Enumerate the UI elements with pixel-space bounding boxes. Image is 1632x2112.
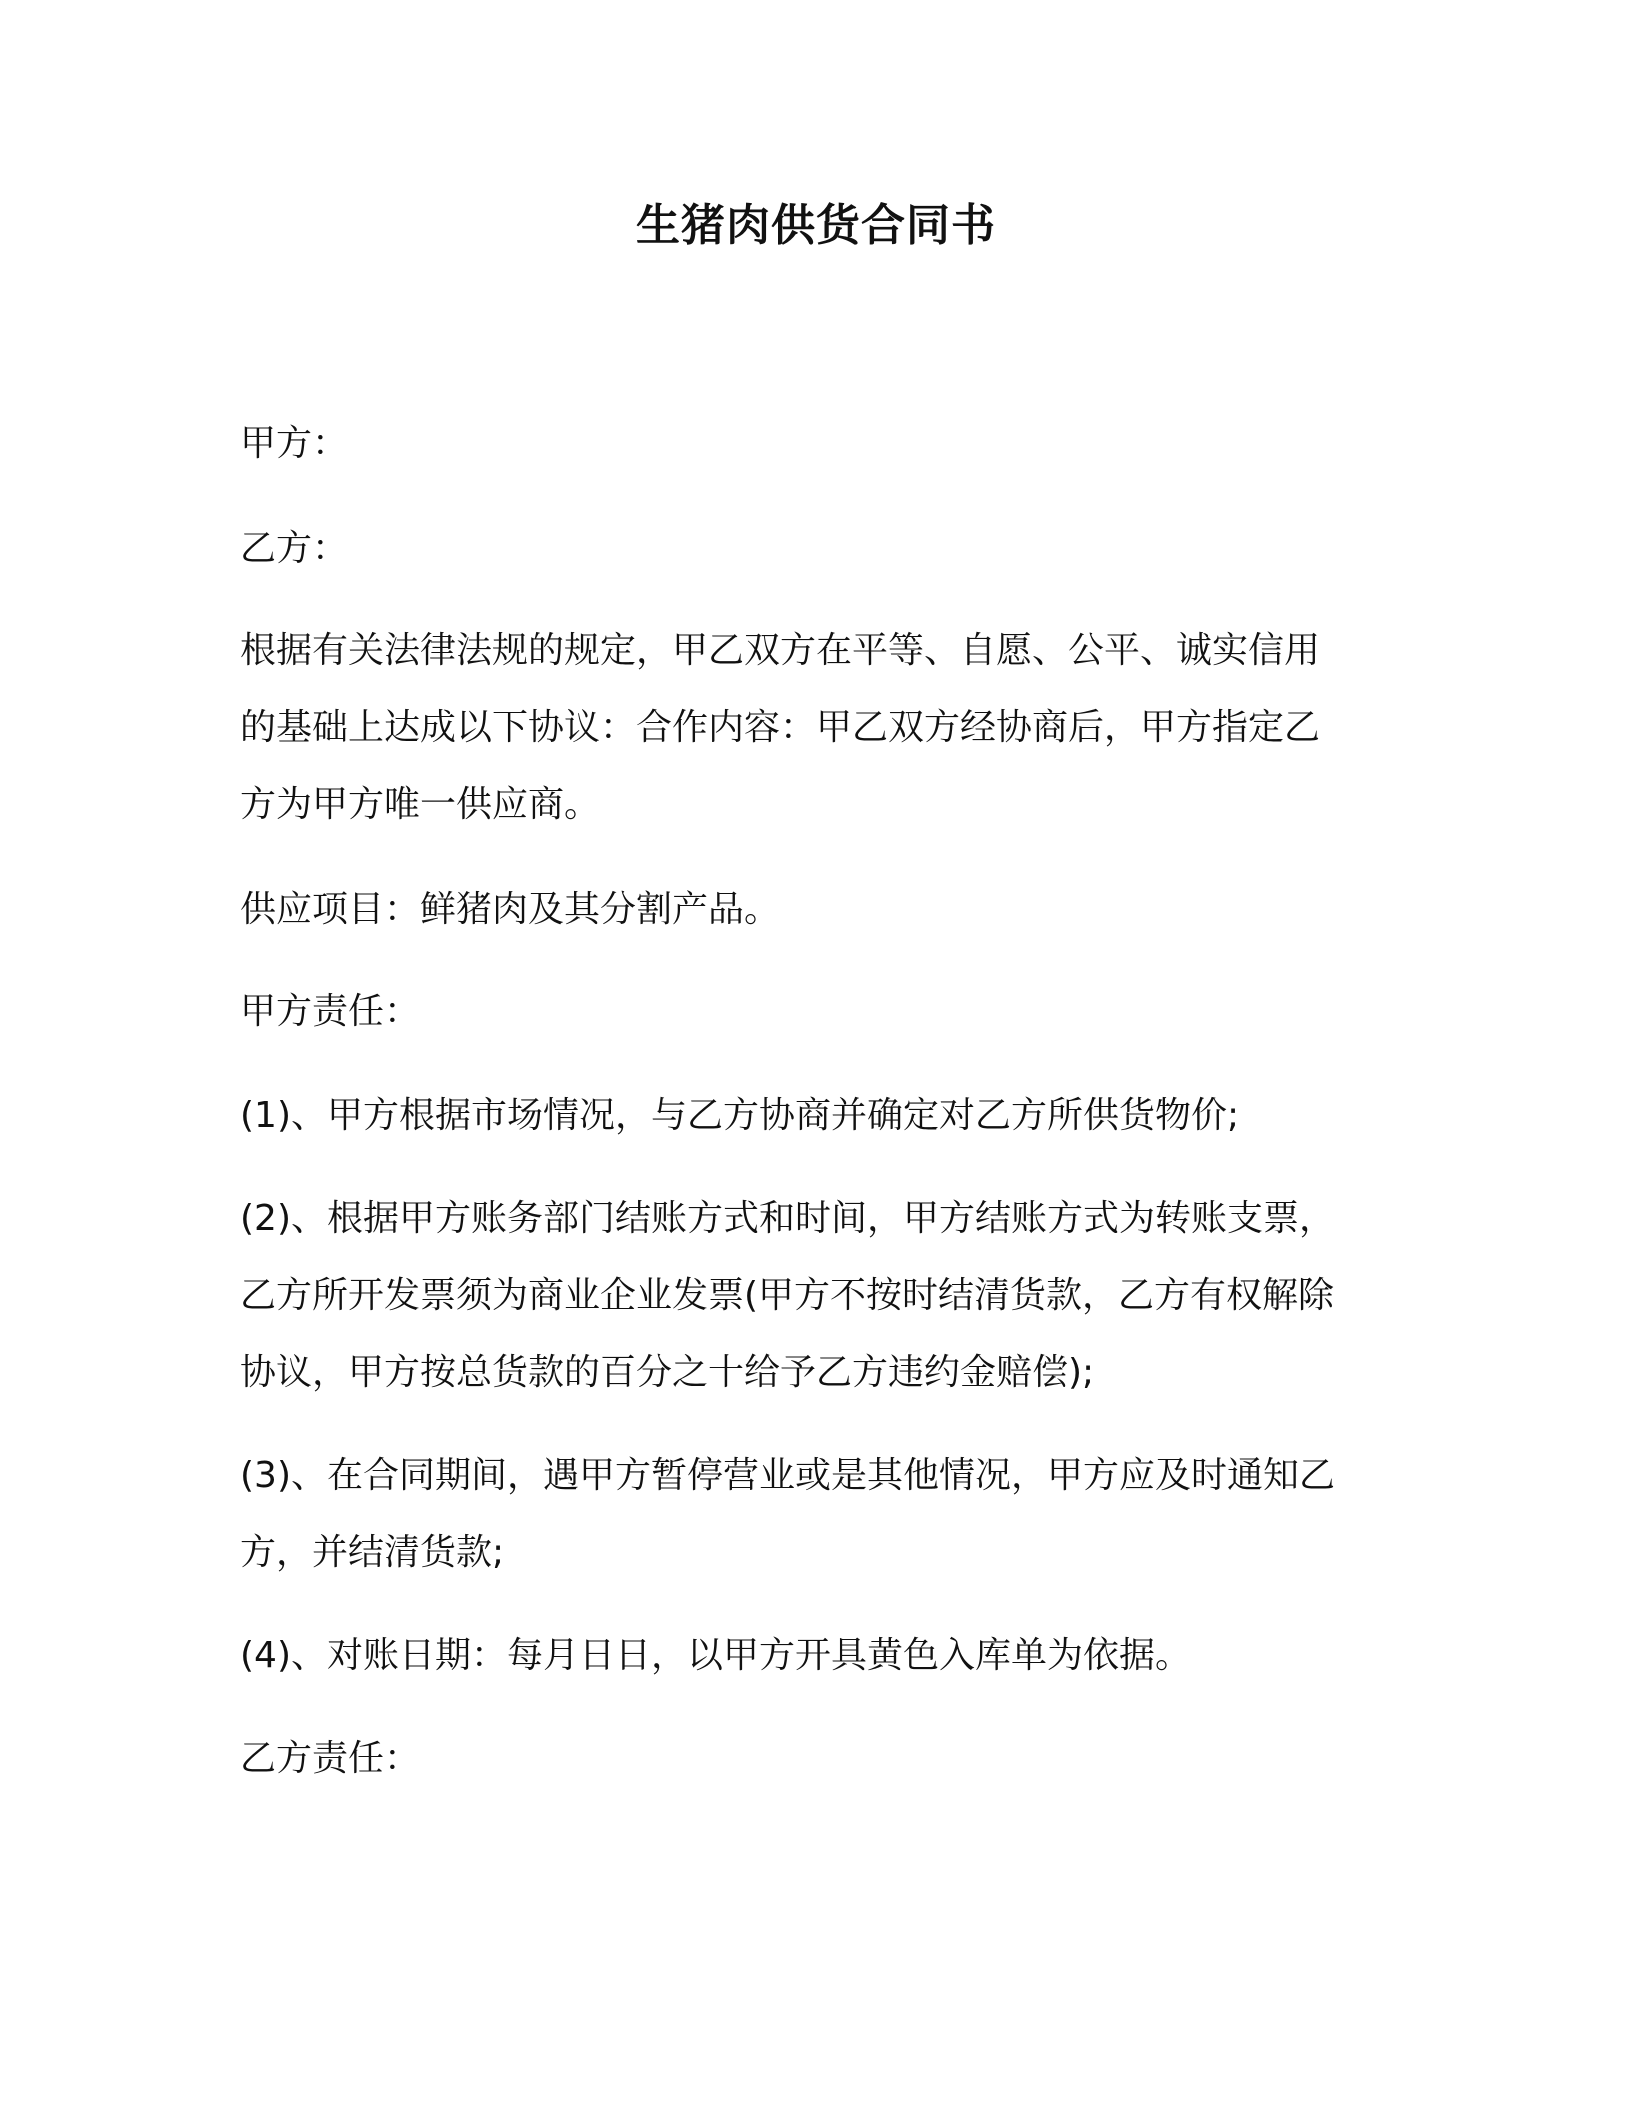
clause-3: [240, 1437, 1400, 1591]
party-b-duty-heading: 乙方责任：: [240, 1738, 421, 1779]
clause-1: (1)、甲方根据市场情况，与乙方协商并确定对乙方所供货物价;: [240, 1095, 1240, 1136]
clause-3-line-1: (3)、在合同期间，遇甲方暂停营业或是其他情况，甲方应及时通知乙: [240, 1455, 1335, 1496]
document-title: 生猪肉供货合同书: [636, 200, 996, 251]
clause-2-line-3: 协议，甲方按总货款的百分之十给予乙方违约金赔偿);: [240, 1352, 1095, 1393]
intro-line-3: 方为甲方唯一供应商。: [240, 784, 601, 825]
clause-2-line-1: (2)、根据甲方账务部门结账方式和时间，甲方结账方式为转账支票，: [240, 1198, 1335, 1239]
intro-paragraph: [240, 612, 1400, 843]
clause-4: (4)、对账日期：每月日日，以甲方开具黄色入库单为依据。: [240, 1635, 1191, 1676]
clause-2-line-2: 乙方所开发票须为商业企业发票(甲方不按时结清货款，乙方有权解除: [240, 1275, 1335, 1316]
clause-2: [240, 1180, 1400, 1411]
intro-line-1: 根据有关法律法规的规定，甲乙双方在平等、自愿、公平、诚实信用: [240, 630, 1321, 671]
party-a-label: 甲方：: [240, 423, 349, 464]
party-a-duty-heading: 甲方责任：: [240, 991, 421, 1032]
supply-item: 供应项目：鲜猪肉及其分割产品。: [240, 889, 781, 930]
party-b-label: 乙方：: [240, 528, 349, 569]
intro-line-2: 的基础上达成以下协议：合作内容：甲乙双方经协商后，甲方指定乙: [240, 707, 1321, 748]
clause-3-line-2: 方，并结清货款;: [240, 1532, 505, 1573]
